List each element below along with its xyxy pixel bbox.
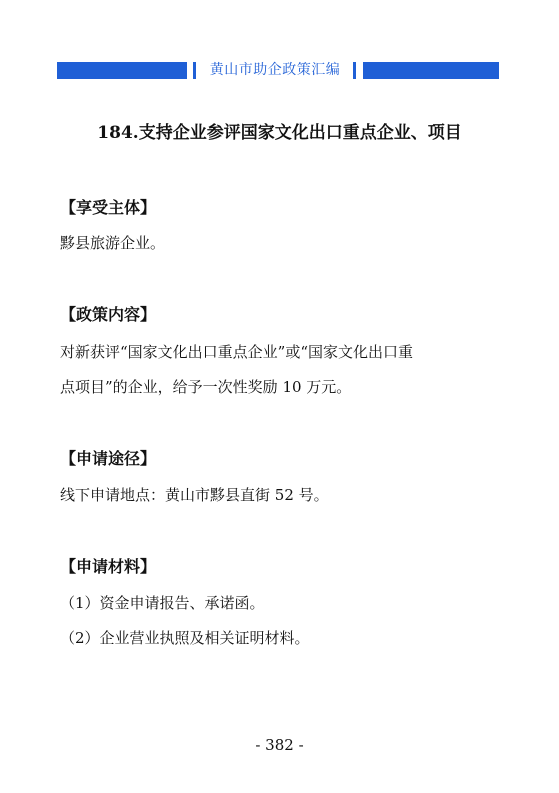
header-bar-left <box>193 62 196 79</box>
section-text-materials-item-2: （2）企业营业执照及相关证明材料。 <box>60 629 310 647</box>
page-number: - 382 - <box>255 736 304 754</box>
header-band-right <box>363 62 499 79</box>
header-banner <box>57 62 499 79</box>
section-text-application-channel: 线下申请地点：黄山市黟县直街 52 号。 <box>60 486 329 504</box>
header-bar-right <box>353 62 356 79</box>
section-heading-application-channel: 【申请途径】 <box>60 449 157 468</box>
section-text-policy-line-2: 点项目”的企业，给予一次性奖励 10 万元。 <box>60 378 352 396</box>
section-heading-eligibility: 【享受主体】 <box>60 198 157 217</box>
header-title: 黄山市助企政策汇编 <box>209 62 341 78</box>
section-text-policy-line-1: 对新获评“国家文化出口重点企业”或“国家文化出口重 <box>60 343 414 361</box>
section-text-eligibility: 黟县旅游企业。 <box>60 234 166 252</box>
section-heading-policy: 【政策内容】 <box>60 305 157 324</box>
header-band-left <box>57 62 187 79</box>
page-title: 184.支持企业参评国家文化出口重点企业、项目 <box>97 123 462 143</box>
section-text-materials-item-1: （1）资金申请报告、承诺函。 <box>60 594 265 612</box>
section-heading-materials: 【申请材料】 <box>60 557 157 576</box>
